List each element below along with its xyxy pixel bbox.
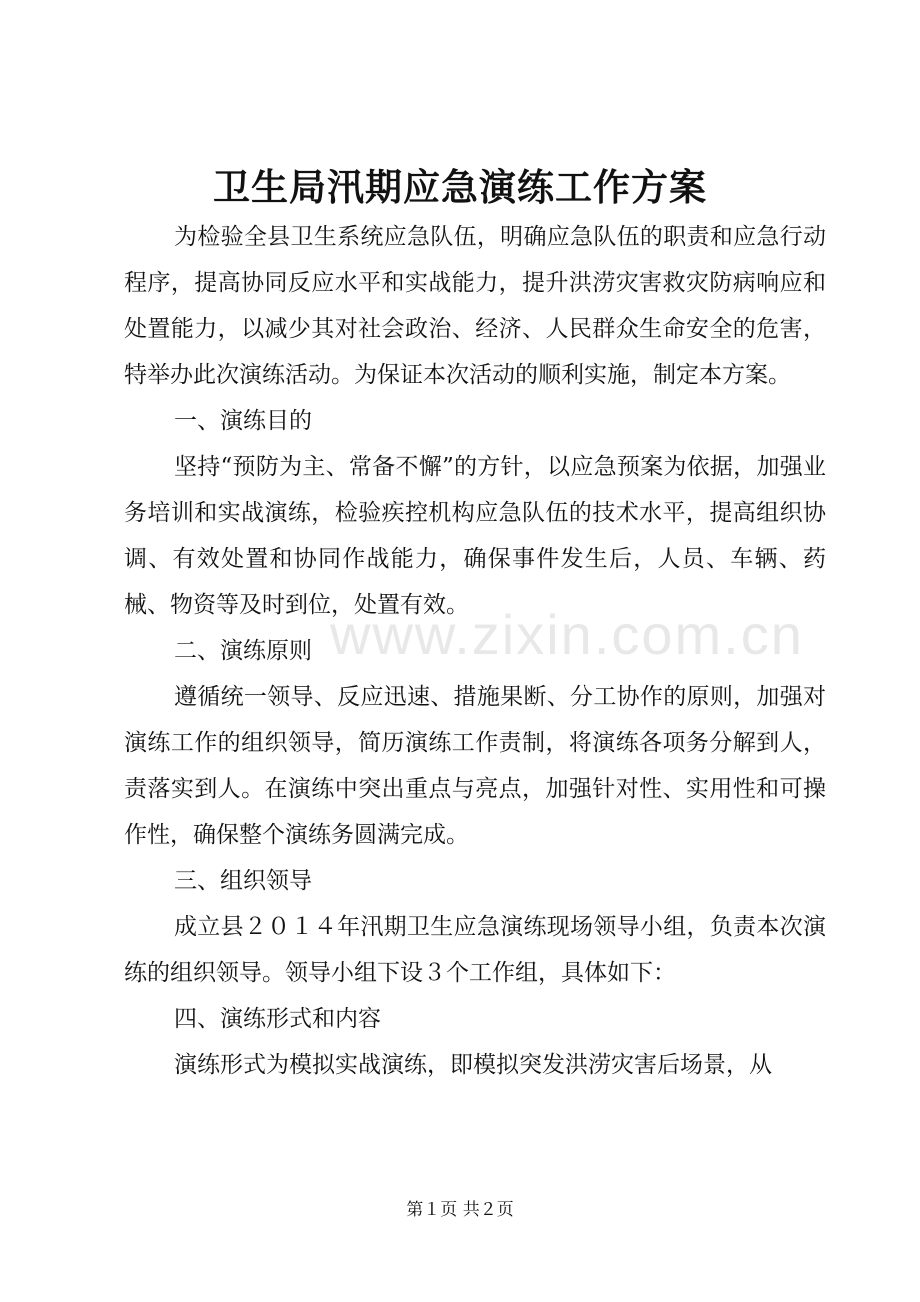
section-heading-format: 四、演练形式和内容 — [174, 1006, 381, 1032]
principles-paragraph: 遵循统一领导、反应迅速、措施果断、分工协作的原则，加强对演练工作的组织领导，简历演练工作责制，将演练各项务分解到人，责落实到人。在演练中突出重点与亮点，加强针对性、实用性和可操作性，确保整个演练务圆满完成。 — [124, 684, 826, 848]
page-footer: 第１页 共２页 — [406, 1200, 514, 1220]
intro-paragraph: 为检验全县卫生系统应急队伍，明确应急队伍的职责和应急行动程序，提高协同反应水平和实战能力，提升洪涝灾害救灾防病响应和处置能力，以减少其对社会政治、经济、人民群众生命安全的危害，特举办此次演练活动。为保证本次活动的顺利实施，制定本方案。 — [124, 224, 826, 388]
section-heading-purpose: 一、演练目的 — [174, 408, 312, 434]
format-paragraph: 演练形式为模拟实战演练，即模拟突发洪涝灾害后场景，从 — [174, 1052, 772, 1078]
section-heading-leadership: 三、组织领导 — [174, 868, 312, 894]
purpose-paragraph: 坚持“预防为主、常备不懈”的方针，以应急预案为依据，加强业务培训和实战演练，检验疾控机构应急队伍的技术水平，提高组织协调、有效处置和协同作战能力，确保事件发生后，人员、车辆、药械、物资等及时到位，处置有效。 — [124, 454, 826, 618]
leadership-paragraph: 成立县２０１４年汛期卫生应急演练现场领导小组，负责本次演练的组织领导。领导小组下设３个工作组，具体如下： — [124, 914, 826, 986]
section-heading-principles: 二、演练原则 — [174, 638, 312, 664]
document-title: 卫生局汛期应急演练工作方案 — [213, 165, 707, 209]
site-watermark: www.zixin.com.cn — [330, 603, 804, 666]
